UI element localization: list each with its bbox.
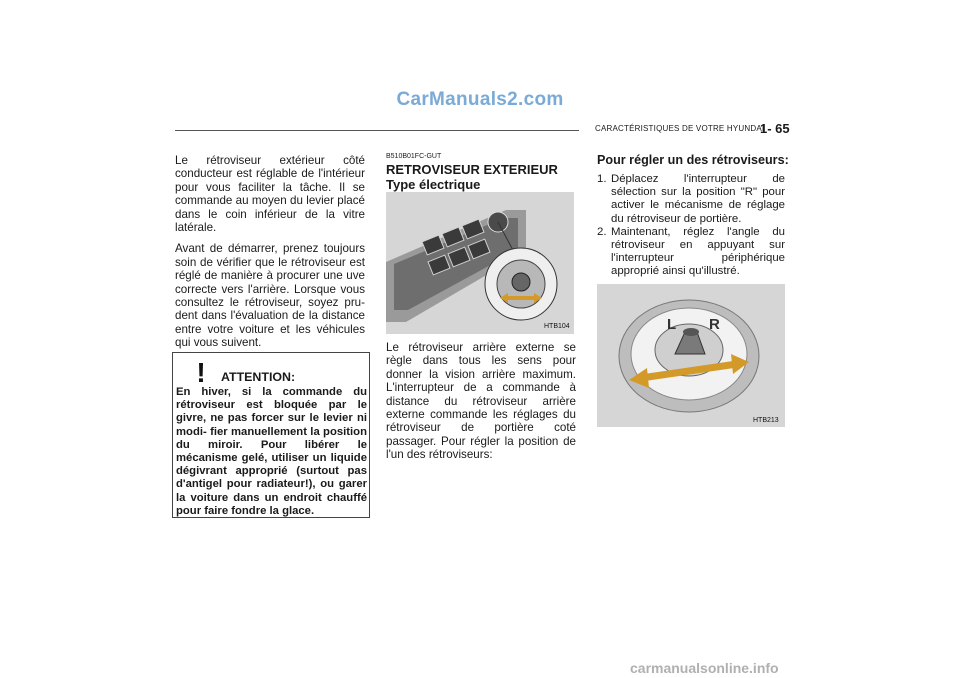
right-label: R <box>709 316 720 333</box>
warning-body: En hiver, si la commande du rétroviseur est bloquée par le givre, ne pas forcer sur le levier ni modi- fier manuellement la position du miroir. Pour libérer le mécanisme gelé, utiliser un liquide dégivrant approprié (surtout pas d'antigel pour radiateur!), ou garer la voiture dans un endroit chauffé pour faire fondre la glace. <box>176 386 367 517</box>
watermark-top[interactable]: CarManuals2.com <box>396 89 564 110</box>
step-1 <box>597 173 785 226</box>
step-text: Maintenant, réglez l'angle du rétroviseur en appuyant sur l'interrupteur périphérique approprié ainsi qu'illustré. <box>611 225 785 278</box>
left-column <box>175 154 365 358</box>
step-number: 2. <box>597 225 607 238</box>
procedure-title: Pour régler un des rétroviseurs: <box>597 153 789 167</box>
header-rule <box>175 130 579 131</box>
door-panel-drawing <box>386 192 574 334</box>
procedure-steps <box>597 173 785 279</box>
step-text: Déplacez l'interrupteur de sélection sur la position "R" pour activer le mécanisme de réglage du rétroviseur de portière. <box>611 173 785 225</box>
svg-text:!: ! <box>196 357 206 385</box>
caution-paragraph: Avant de démarrer, prenez toujours soin de vérifier que le rétroviseur est réglé de manière à procurer une uve correcte vers l'arrière. Lorsque vous consultez le rétroviseur, soyez pru- dent dans l'évaluation de la distance entre votre voiture et les véhicules qui vous suivent. <box>175 242 365 350</box>
warning-icon <box>181 355 221 385</box>
image-code: HTB104 <box>544 323 570 330</box>
title-line-1: RETROVISEUR EXTERIEUR <box>386 162 558 177</box>
intro-paragraph: Le rétroviseur extérieur côté conducteur est réglable de l'intérieur pour vous faciliter la tâche. Il se commande au moyen du levier placé dans le coin inférieur de la vitre latérale. <box>175 154 365 235</box>
image-code: HTB213 <box>753 417 779 424</box>
middle-paragraph: Le rétroviseur arrière externe se règle dans tous les sens pour donner la vision arrière maximum. L'interrupteur de a commande à distance du rétroviseur arrière externe commande les réglages du rétroviseur de portière coté passager. Pour régler la position de l'un des rétroviseurs: <box>386 341 576 462</box>
left-label: L <box>667 316 677 333</box>
step-number: 1. <box>597 173 607 185</box>
title-line-2: Type électrique <box>386 177 481 192</box>
watermark-bottom[interactable]: carmanualsonline.info <box>630 660 779 676</box>
step-2 <box>597 226 785 279</box>
warning-title: ATTENTION: <box>221 370 296 384</box>
section-header: CARACTÉRISTIQUES DE VOTRE HYUNDAI <box>595 124 765 133</box>
page-number: 1- 65 <box>760 121 790 136</box>
door-switch-illustration <box>386 192 574 334</box>
mirror-switch-illustration <box>597 284 785 427</box>
section-code: B510B01FC-GUT <box>386 153 442 160</box>
section-title <box>386 162 586 192</box>
warning-box <box>172 352 370 518</box>
mirror-knob-drawing <box>597 284 785 427</box>
